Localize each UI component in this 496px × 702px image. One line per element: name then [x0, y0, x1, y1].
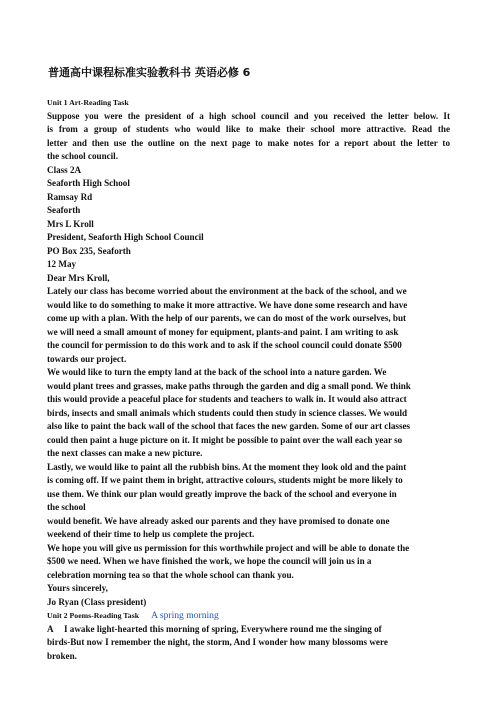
- address-block: [47, 164, 450, 286]
- paragraph-line: would like to do something to make it more attractive. We have done some research and have: [47, 299, 408, 310]
- address-line: Class 2A: [47, 164, 82, 175]
- address-line: Seaforth High School: [47, 178, 130, 188]
- paragraph-line: the council for permission to do this work and to ask if the school council could donate $500: [47, 340, 402, 350]
- paragraph-line: Lately our class has become worried about the environment at the back of the school, and we: [47, 286, 407, 296]
- letter-paragraph-1: [47, 285, 450, 366]
- poem-line: broken.: [47, 650, 77, 661]
- poem-line: birds-But now I remember the night, the storm, And I wonder how many blossoms were: [47, 637, 388, 647]
- task-line: letter and then use the outline on the next page to make notes for a report about the letter to: [47, 137, 450, 148]
- task-line: Suppose you were the president of a high school council and you received the letter below. It: [47, 110, 450, 121]
- paragraph-line: birds, insects and small animals which students could then study in science classes. We would: [47, 407, 408, 418]
- unit2-heading: Unit 2 Poems-Reading Task: [47, 611, 140, 620]
- task-instructions: [47, 110, 450, 164]
- paragraph-line: also like to paint the back wall of the school that faces the new garden. Some of our art classes: [47, 421, 411, 431]
- poem-title: A spring morning: [151, 610, 219, 621]
- paragraph-line: is coming off. If we paint them in bright, attractive colours, students might be more likely to: [47, 475, 403, 485]
- paragraph-line: Lastly, we would like to paint all the rubbish bins. At the moment they look old and the paint: [47, 461, 407, 472]
- document-title: 普通高中课程标准实验教科书 英语必修 6: [48, 66, 251, 79]
- paragraph-line: we will need a small amount of money for equipment, plants-and paint. I am writing to ask: [47, 326, 399, 337]
- address-line: President, Seaforth High School Council: [47, 232, 204, 242]
- letter-date: 12 May: [47, 259, 77, 269]
- address-line: PO Box 235, Seaforth: [47, 245, 131, 256]
- document-body: [47, 96, 450, 663]
- letter-signature: Jo Ryan (Class president): [47, 596, 147, 607]
- address-line: Mrs L Kroll: [47, 218, 94, 229]
- paragraph-line: $500 we need. When we have finished the work, we hope the council will join us in a: [47, 556, 372, 566]
- unit1-heading: Unit 1 Art-Reading Task: [47, 98, 129, 107]
- paragraph-line: We would like to turn the empty land at the back of the school into a nature garden. We: [47, 367, 387, 377]
- paragraph-line: towards our project.: [47, 353, 127, 364]
- poem-label: A: [47, 623, 54, 634]
- poem-a-block: [47, 623, 450, 664]
- paragraph-line: We hope you will give us permission for this worthwhile project and will be able to donate the: [47, 542, 410, 553]
- poem-line: [47, 623, 450, 637]
- paragraph-line: come up with a plan. With the help of our parents, we can do most of the work ourselves, but: [47, 313, 407, 323]
- paragraph-line: this would provide a peaceful place for students and teachers to walk in. It would also attract: [47, 394, 407, 404]
- letter-paragraph-2: [47, 366, 450, 461]
- paragraph-line: could then paint a huge picture on it. It might be possible to paint over the wall each year so: [47, 434, 403, 445]
- paragraph-line: would benefit. We have already asked our parents and they have promised to donate one: [47, 515, 390, 526]
- letter-paragraph-4: [47, 542, 450, 583]
- letter-closing: Yours sincerely,: [47, 583, 108, 593]
- paragraph-line: the next classes can make a new picture.: [47, 448, 203, 458]
- paragraph-line: celebration morning tea so that the whole school can thank you.: [47, 569, 294, 580]
- address-line: Seaforth: [47, 205, 81, 215]
- paragraph-line: the school: [47, 502, 86, 512]
- letter-paragraph-3: [47, 461, 450, 542]
- task-line: the school council.: [47, 151, 118, 161]
- paragraph-line: weekend of their time to help us complete the project.: [47, 529, 255, 539]
- address-line: Ramsay Rd: [47, 191, 93, 202]
- paragraph-line: use them. We think our plan would greatly improve the back of the school and everyone in: [47, 488, 397, 499]
- poem-text: I awake light-hearted this morning of spring, Everywhere round me the singing of: [64, 623, 382, 634]
- paragraph-line: would plant trees and grasses, make paths through the garden and dig a small pond. We think: [47, 380, 411, 391]
- letter-salutation: Dear Mrs Kroll,: [47, 272, 110, 283]
- unit2-heading-row: [47, 609, 450, 623]
- task-line: is from a group of students who would like to make their school more attractive. Read the: [47, 124, 450, 134]
